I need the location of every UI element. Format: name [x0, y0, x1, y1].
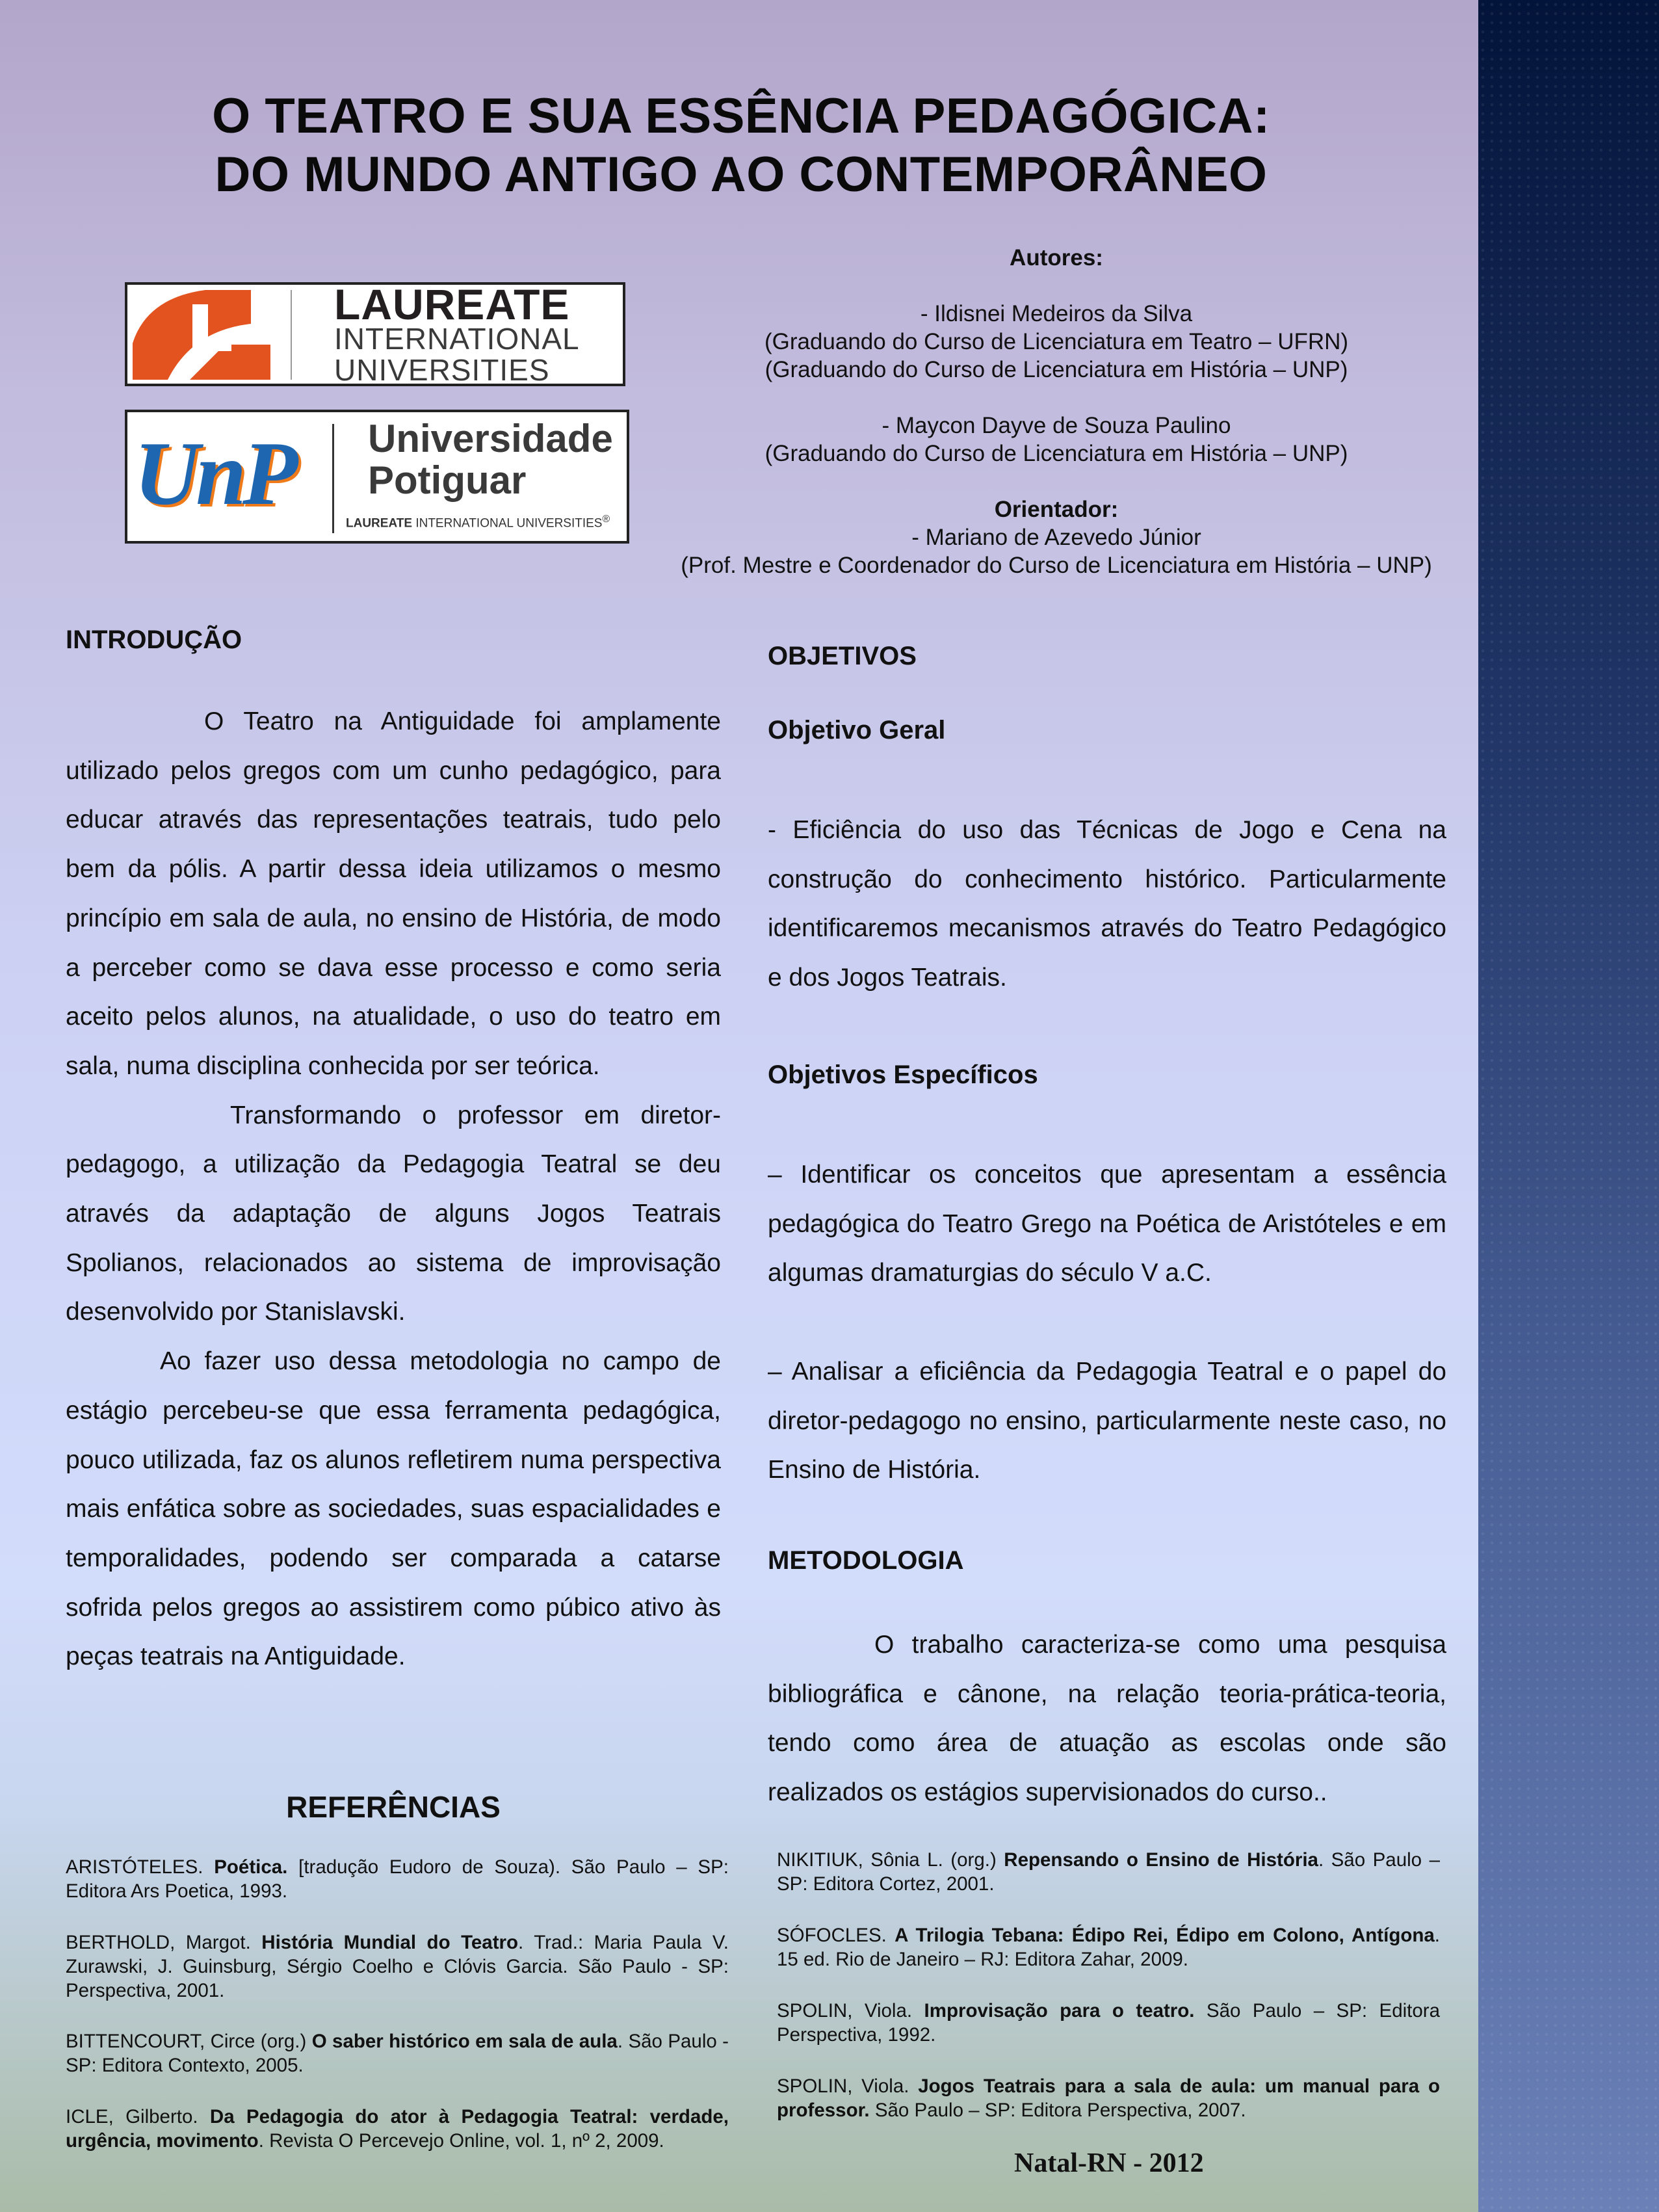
specific-objective-2: – Analisar a eficiência da Pedagogia Teatral e o papel do diretor-pedagogo no ensino, particularmente neste caso, no Ensino de História. — [768, 1358, 1446, 1484]
intro-paragraph-1: O Teatro na Antiguidade foi amplamente utilizado pelos gregos com um cunho pedagógico, para educar através das representações teatrais, tudo pelo bem da pólis. A partir dessa ideia utilizamos o mesmo princípio em sala de aula, no ensino de História, de modo a perceber como se dava esse processo e como seria aceito pelos alunos, na atualidade, o uso do teatro em sala, numa disciplina conhecida por ser teórica. — [66, 707, 721, 1080]
unp-mark-icon: UnP — [134, 423, 294, 524]
specific-objective-1: – Identificar os conceitos que apresentam a essência pedagógica do Teatro Grego na Poética de Aristóteles e em algumas dramaturgias do século V a.C. — [768, 1161, 1446, 1287]
unp-logo — [125, 410, 629, 544]
reference-item: ARISTÓTELES. Poética. [tradução Eudoro de Souza). São Paulo – SP: Editora Ars Poetica, 1993. — [66, 1856, 729, 1902]
intro-paragraph-2: Transformando o professor em diretor-pedagogo, a utilização da Pedagogia Teatral se deu através da adaptação de alguns Jogos Teatrais Spolianos, relacionados ao sistema de improvisação desenvolvido por Stanislavski. — [66, 1101, 721, 1326]
decorative-sidebar — [1478, 0, 1659, 2212]
poster-title-line-1: O TEATRO E SUA ESSÊNCIA PEDAGÓGICA: — [212, 88, 1270, 144]
unp-logo-divider — [332, 424, 334, 533]
methodology-text — [768, 1620, 1446, 1817]
unp-name-line-2: Potiguar — [368, 458, 527, 502]
intro-text — [66, 697, 721, 1681]
unp-name-line-1: Universidade — [368, 417, 613, 460]
methodology-heading: METODOLOGIA — [768, 1546, 964, 1575]
author-1-name: - Ildisnei Medeiros da Silva — [920, 301, 1193, 326]
reference-item: SPOLIN, Viola. Improvisação para o teatro. São Paulo – SP: Editora Perspectiva, 1992. — [777, 2000, 1440, 2046]
reference-item: SPOLIN, Viola. Jogos Teatrais para a sala de aula: um manual para o professor. São Paulo – SP: Editora Perspectiva, 2007. — [777, 2075, 1440, 2121]
reference-item: NIKITIUK, Sônia L. (org.) Repensando o Ensino de História. São Paulo – SP: Editora Cortez, 2001. — [777, 1849, 1440, 1895]
advisor-name: - Mariano de Azevedo Júnior — [911, 525, 1201, 550]
author-2-name: - Maycon Dayve de Souza Paulino — [882, 413, 1231, 438]
methodology-paragraph: O trabalho caracteriza-se como uma pesquisa bibliográfica e cânone, na relação teoria-prática-teoria, tendo como área de atuação as escolas onde são realizados os estágios supervisionados do curso.. — [768, 1631, 1446, 1807]
objectives-heading: OBJETIVOS — [768, 642, 917, 670]
reference-item: BERTHOLD, Margot. História Mundial do Teatro. Trad.: Maria Paula V. Zurawski, J. Guinsburg, Sérgio Coelho e Clóvis Garcia. São Paulo - SP: Perspectiva, 2001. — [66, 1932, 729, 2001]
unp-tagline: LAUREATE INTERNATIONAL UNIVERSITIES® — [346, 514, 610, 531]
author-1-course-1: (Graduando do Curso de Licenciatura em Teatro – UFRN) — [764, 329, 1349, 354]
laureate-wordmark-line-2: INTERNATIONAL — [334, 322, 580, 356]
laureate-logo — [125, 282, 625, 386]
author-2-course: (Graduando do Curso de Licenciatura em História – UNP) — [764, 441, 1348, 466]
reference-item: SÓFOCLES. A Trilogia Tebana: Édipo Rei, Édipo em Colono, Antígona. 15 ed. Rio de Janeiro – RJ: Editora Zahar, 2009. — [777, 1925, 1440, 1970]
advisor-role: (Prof. Mestre e Coordenador do Curso de Licenciatura em História – UNP) — [681, 553, 1432, 578]
footer-place-date: Natal-RN - 2012 — [1014, 2148, 1204, 2178]
intro-paragraph-3: Ao fazer uso dessa metodologia no campo de estágio percebeu-se que essa ferramenta pedagógica, pouco utilizada, faz os alunos refletirem numa perspectiva mais enfática sobre as sociedades, suas espacialidades e temporalidades, podendo ser comparada a catarse sofrida pelos gregos ao assistirem como púbico ativo às peças teatrais na Antiguidade. — [66, 1347, 721, 1671]
general-objective-text: - Eficiência do uso das Técnicas de Jogo e Cena na construção do conhecimento histórico. Particularmente identificaremos mecanismos através do Teatro Pedagógico e dos Jogos Teatrais. — [768, 816, 1446, 992]
general-objective-heading: Objetivo Geral — [768, 716, 946, 744]
advisor-label: Orientador: — [994, 497, 1119, 522]
references-heading: REFERÊNCIAS — [286, 1790, 501, 1824]
authors-label: Autores: — [1010, 245, 1103, 270]
intro-heading: INTRODUÇÃO — [66, 625, 242, 654]
poster-title-line-2: DO MUNDO ANTIGO AO CONTEMPORÂNEO — [215, 147, 1268, 202]
author-1-course-2: (Graduando do Curso de Licenciatura em História – UNP) — [764, 357, 1348, 382]
laureate-wordmark-line-3: UNIVERSITIES — [334, 353, 550, 386]
reference-item: BITTENCOURT, Circe (org.) O saber histórico em sala de aula. São Paulo - SP: Editora Contexto, 2005. — [66, 2031, 729, 2076]
reference-item: ICLE, Gilberto. Da Pedagogia do ator à Pedagogia Teatral: verdade, urgência, movimento. Revista O Percevejo Online, vol. 1, nº 2, 2009. — [66, 2106, 729, 2152]
authors-block — [650, 244, 1463, 579]
laureate-wordmark: LAUREATE — [334, 282, 570, 328]
specific-objectives-heading: Objetivos Específicos — [768, 1060, 1038, 1089]
